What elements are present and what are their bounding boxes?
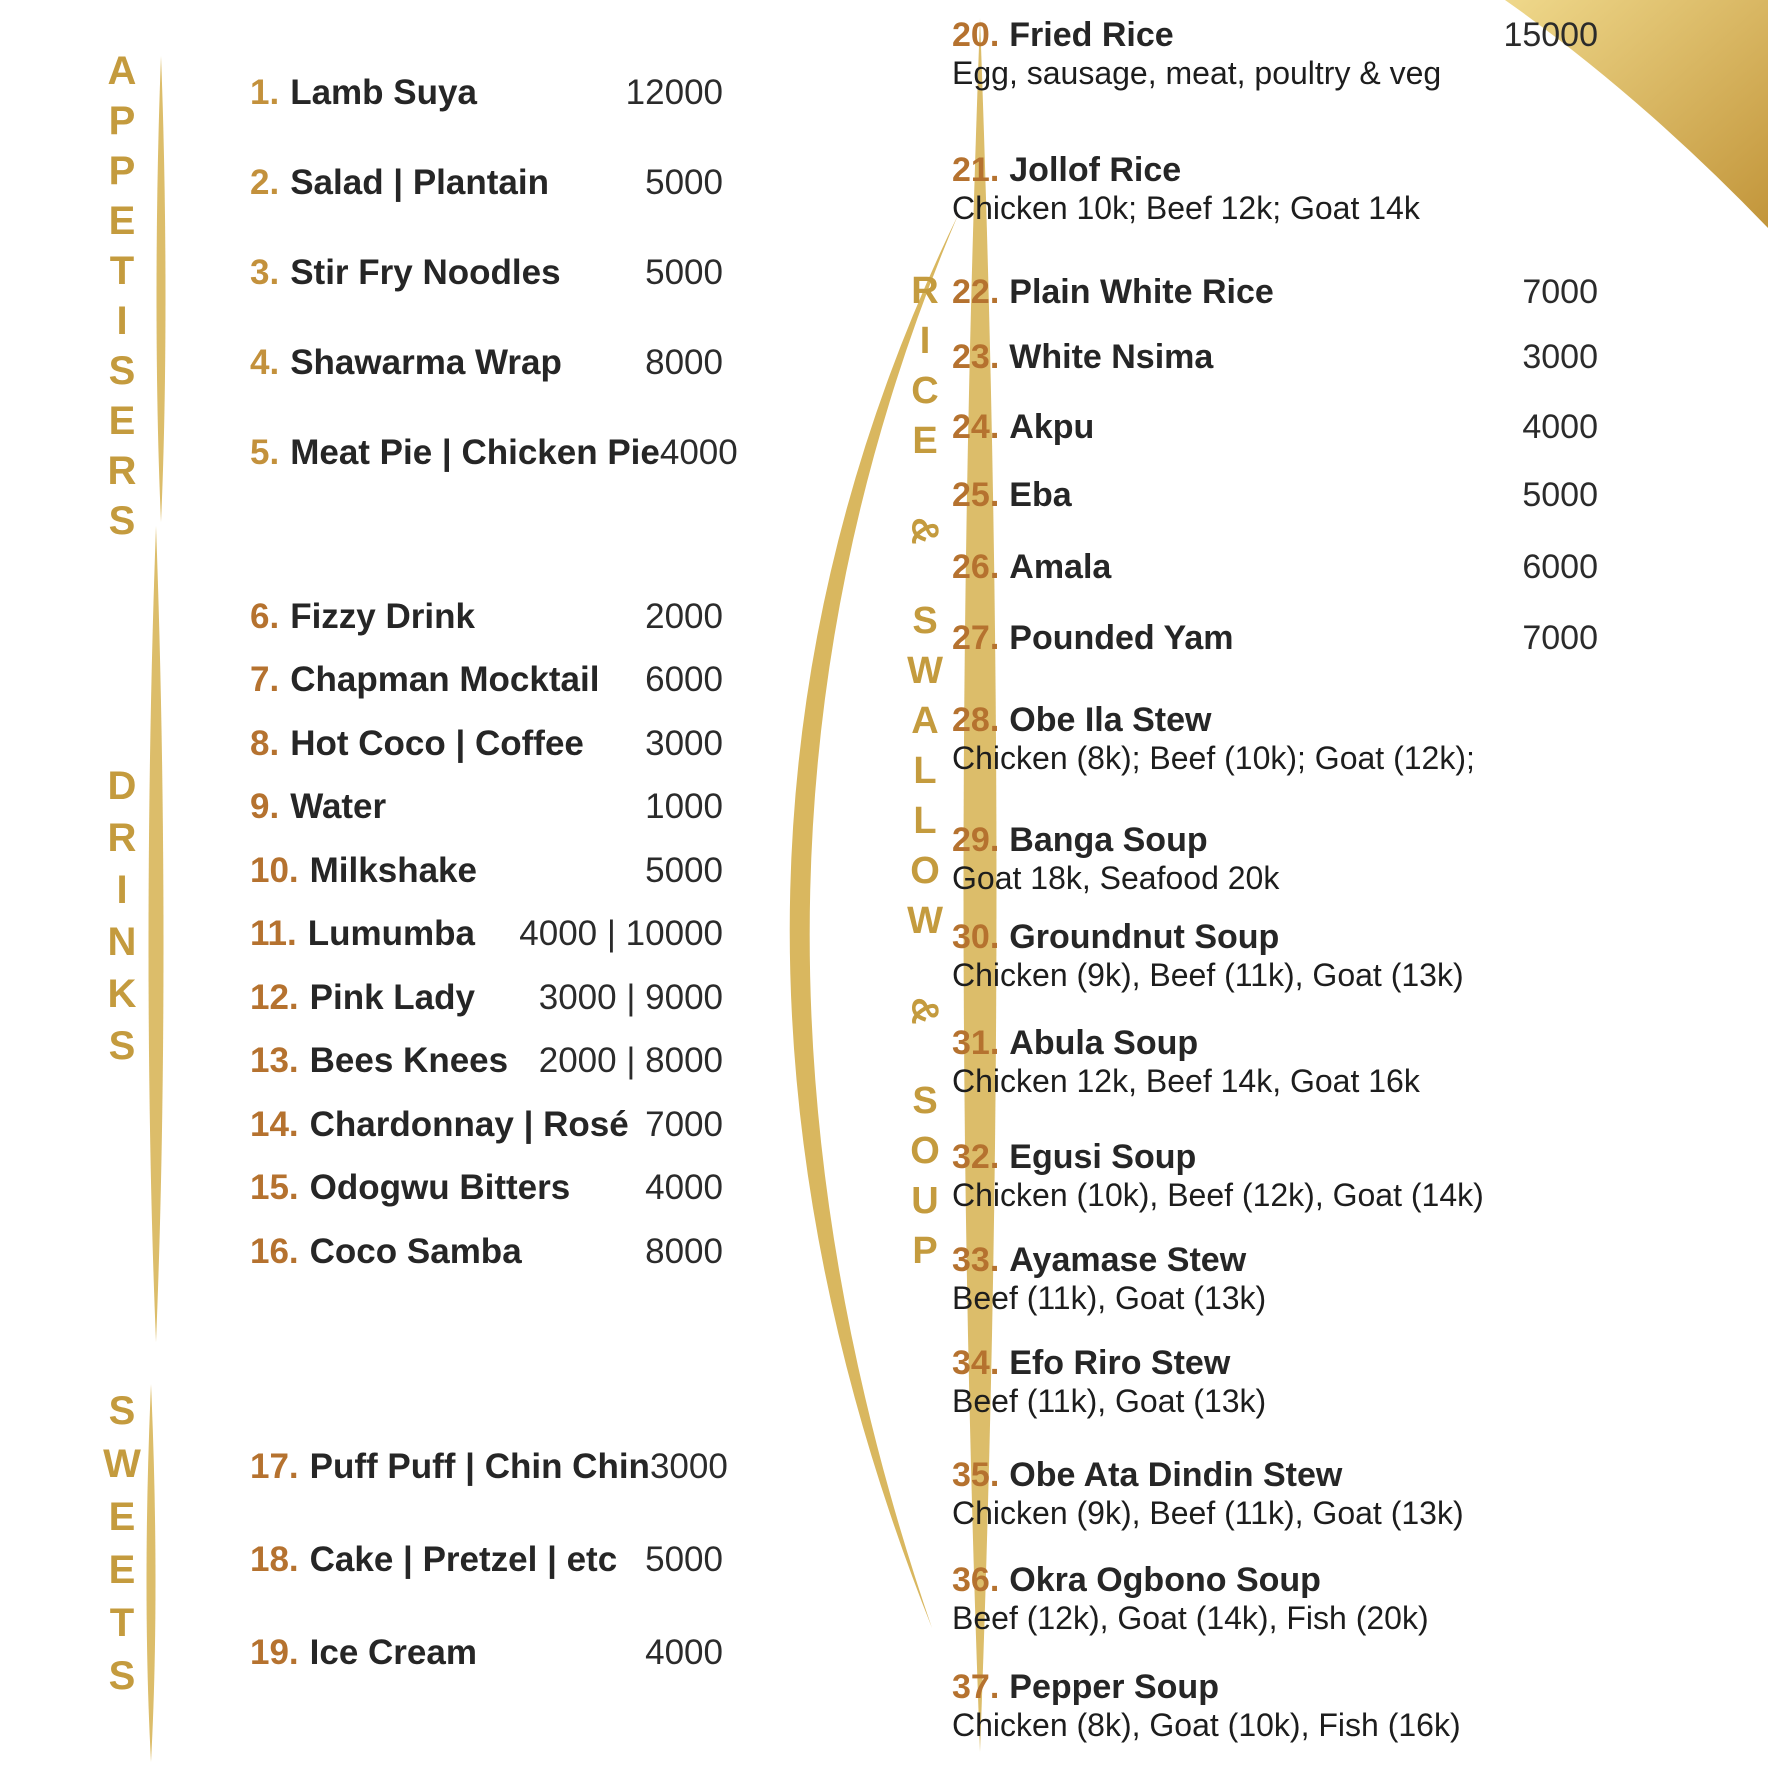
- menu-item: [952, 618, 1598, 658]
- item-price: 6000: [1522, 548, 1598, 586]
- item-name: Plain White Rice: [1009, 273, 1274, 311]
- item-number: 25.: [952, 476, 1000, 514]
- item-name: White Nsima: [1009, 338, 1214, 376]
- item-price: 5000: [1522, 476, 1598, 514]
- item-name: Pink Lady: [309, 977, 475, 1017]
- item-price: 2000 | 8000: [538, 1041, 723, 1081]
- item-price: 3000 | 9000: [538, 977, 723, 1017]
- item-title-row: [952, 1240, 1598, 1280]
- item-description: Egg, sausage, meat, poultry & veg: [952, 55, 1442, 91]
- item-title-row: [952, 917, 1598, 957]
- item-price: 4000: [645, 1632, 723, 1672]
- item-number: 15.: [250, 1168, 299, 1208]
- menu-item: [952, 1343, 1598, 1420]
- item-name: Pounded Yam: [1009, 619, 1234, 657]
- item-name: Abula Soup: [1009, 1024, 1199, 1062]
- item-name: Cake | Pretzel | etc: [309, 1539, 618, 1579]
- item-price: 5000: [645, 850, 723, 890]
- menu-item: [250, 1157, 723, 1221]
- item-number: 7.: [250, 660, 280, 700]
- menu-item: [250, 48, 723, 138]
- item-name: Meat Pie | Chicken Pie: [290, 433, 660, 472]
- drinks-item-list: [250, 585, 723, 1284]
- item-description: Beef (11k), Goat (13k): [952, 1280, 1267, 1316]
- menu-item: [952, 547, 1598, 587]
- item-name: Odogwu Bitters: [309, 1168, 571, 1208]
- item-name: Pepper Soup: [1009, 1668, 1219, 1706]
- menu-item: [250, 712, 723, 776]
- item-title-row: [952, 1023, 1598, 1063]
- menu-item: [250, 903, 723, 967]
- item-name: Banga Soup: [1009, 821, 1208, 859]
- item-title-row: [952, 820, 1598, 860]
- item-name: Obe Ila Stew: [1009, 701, 1212, 739]
- item-price: 2000: [645, 596, 723, 636]
- item-number: 2.: [250, 163, 280, 202]
- item-title-row: [952, 15, 1598, 55]
- menu-item: [952, 337, 1598, 377]
- menu-item: [250, 228, 723, 318]
- item-price: 5000: [645, 163, 723, 202]
- item-name: Water: [290, 787, 387, 827]
- menu-item: [952, 917, 1598, 994]
- menu-item: [952, 1240, 1598, 1317]
- sweets-divider-line: [147, 1384, 156, 1762]
- item-number: 9.: [250, 787, 280, 827]
- item-description: Goat 18k, Seafood 20k: [952, 860, 1280, 896]
- item-number: 14.: [250, 1104, 299, 1144]
- item-number: 18.: [250, 1539, 299, 1579]
- menu-item: [952, 820, 1598, 897]
- item-name: Shawarma Wrap: [290, 343, 562, 382]
- item-price: 7000: [645, 1104, 723, 1144]
- item-number: 20.: [952, 16, 1000, 54]
- item-title-row: [952, 618, 1598, 658]
- menu-item: [952, 1560, 1598, 1637]
- item-title-row: [952, 1137, 1598, 1177]
- item-number: 31.: [952, 1024, 1000, 1062]
- item-name: Chardonnay | Rosé: [309, 1104, 629, 1144]
- item-number: 26.: [952, 548, 1000, 586]
- item-number: 23.: [952, 338, 1000, 376]
- item-description: Beef (12k), Goat (14k), Fish (20k): [952, 1600, 1429, 1636]
- item-number: 24.: [952, 408, 1000, 446]
- menu-item: [250, 1513, 723, 1606]
- menu-item: [250, 138, 723, 228]
- item-number: 12.: [250, 977, 299, 1017]
- menu-item: [952, 1137, 1598, 1214]
- item-name: Efo Riro Stew: [1009, 1344, 1231, 1382]
- item-price: 5000: [645, 1539, 723, 1579]
- item-name: Ice Cream: [309, 1632, 477, 1672]
- rice-swallow-soup-item-list: [952, 0, 1598, 1768]
- item-price: 5000: [645, 253, 723, 292]
- item-number: 6.: [250, 596, 280, 636]
- item-name: Okra Ogbono Soup: [1009, 1561, 1321, 1599]
- item-description: Chicken (9k), Beef (11k), Goat (13k): [952, 957, 1464, 993]
- drinks-divider-line: [149, 526, 164, 1342]
- item-price: 3000: [649, 1446, 728, 1486]
- item-name: Jollof Rice: [1009, 151, 1182, 189]
- item-description: Chicken 10k; Beef 12k; Goat 14k: [952, 190, 1420, 226]
- item-price: 3000: [1522, 338, 1598, 376]
- item-number: 29.: [952, 821, 1000, 859]
- item-price: 4000: [659, 433, 738, 472]
- item-name: Lumumba: [307, 914, 475, 954]
- item-title-row: [952, 407, 1598, 447]
- menu-item: [952, 700, 1598, 777]
- menu-item: [250, 1606, 723, 1699]
- item-price: 1000: [645, 787, 723, 827]
- item-name: Ayamase Stew: [1009, 1241, 1247, 1279]
- item-number: 32.: [952, 1138, 1000, 1176]
- item-name: Fried Rice: [1009, 16, 1174, 54]
- item-title-row: [952, 1455, 1598, 1495]
- item-title-row: [952, 1343, 1598, 1383]
- item-price: 4000 | 10000: [519, 914, 723, 954]
- item-description: Chicken (8k); Beef (10k); Goat (12k);: [952, 740, 1475, 776]
- menu-item: [250, 1093, 723, 1157]
- menu-item: [250, 318, 723, 408]
- item-number: 21.: [952, 151, 1000, 189]
- item-price: 15000: [1503, 16, 1598, 54]
- item-number: 5.: [250, 433, 280, 472]
- item-number: 37.: [952, 1668, 1000, 1706]
- item-price: 8000: [645, 343, 723, 382]
- section-label-sweets: S W E E T S: [103, 1389, 141, 1698]
- appetisers-divider-line: [157, 56, 166, 522]
- menu-item: [250, 585, 723, 649]
- item-name: Eba: [1009, 476, 1072, 514]
- menu-item: [952, 272, 1598, 312]
- item-number: 28.: [952, 701, 1000, 739]
- sweets-item-list: [250, 1420, 728, 1699]
- menu-item: [250, 1220, 723, 1284]
- item-description: Chicken (8k), Goat (10k), Fish (16k): [952, 1707, 1461, 1743]
- item-number: 27.: [952, 619, 1000, 657]
- item-title-row: [952, 150, 1598, 190]
- item-price: 4000: [645, 1168, 723, 1208]
- item-name: Bees Knees: [309, 1041, 509, 1081]
- appetisers-item-list: [250, 48, 738, 498]
- menu-item: [250, 649, 723, 713]
- item-name: Fizzy Drink: [290, 596, 475, 636]
- item-number: 30.: [952, 918, 1000, 956]
- item-description: Chicken (9k), Beef (11k), Goat (13k): [952, 1495, 1464, 1531]
- item-price: 6000: [645, 660, 723, 700]
- item-number: 19.: [250, 1632, 299, 1672]
- item-number: 34.: [952, 1344, 1000, 1382]
- item-name: Coco Samba: [309, 1231, 522, 1271]
- menu-item: [952, 407, 1598, 447]
- item-title-row: [952, 272, 1598, 312]
- item-name: Stir Fry Noodles: [290, 253, 561, 292]
- menu-item: [952, 150, 1598, 227]
- item-price: 7000: [1522, 273, 1598, 311]
- item-title-row: [952, 337, 1598, 377]
- item-name: Lamb Suya: [290, 73, 477, 112]
- menu-item: [952, 475, 1598, 515]
- item-number: 3.: [250, 253, 280, 292]
- menu-item: [250, 1420, 728, 1513]
- section-label-appetisers: A P P E T I S E R S: [107, 49, 137, 543]
- item-price: 7000: [1522, 619, 1598, 657]
- item-name: Chapman Mocktail: [290, 660, 600, 700]
- item-number: 36.: [952, 1561, 1000, 1599]
- item-price: 4000: [1522, 408, 1598, 446]
- item-number: 35.: [952, 1456, 1000, 1494]
- item-name: Milkshake: [309, 850, 477, 890]
- section-label-drinks: D R I N K S: [107, 764, 137, 1068]
- item-title-row: [952, 475, 1598, 515]
- item-price: 8000: [645, 1231, 723, 1271]
- item-name: Obe Ata Dindin Stew: [1009, 1456, 1343, 1494]
- item-number: 10.: [250, 850, 299, 890]
- item-price: 3000: [645, 723, 723, 763]
- item-number: 22.: [952, 273, 1000, 311]
- menu-item: [250, 839, 723, 903]
- item-name: Puff Puff | Chin Chin: [309, 1446, 650, 1486]
- menu-item: [250, 1030, 723, 1094]
- item-number: 4.: [250, 343, 280, 382]
- menu-item: [952, 15, 1598, 92]
- item-name: Akpu: [1009, 408, 1095, 446]
- item-number: 17.: [250, 1446, 299, 1486]
- menu-item: [250, 776, 723, 840]
- item-name: Groundnut Soup: [1009, 918, 1280, 956]
- item-number: 16.: [250, 1231, 299, 1271]
- item-number: 33.: [952, 1241, 1000, 1279]
- menu-item: [952, 1667, 1598, 1744]
- item-number: 1.: [250, 73, 280, 112]
- menu-item: [250, 966, 723, 1030]
- item-title-row: [952, 547, 1598, 587]
- item-description: Chicken (10k), Beef (12k), Goat (14k): [952, 1177, 1484, 1213]
- item-number: 13.: [250, 1041, 299, 1081]
- item-name: Amala: [1009, 548, 1112, 586]
- item-description: Beef (11k), Goat (13k): [952, 1383, 1267, 1419]
- item-name: Egusi Soup: [1009, 1138, 1197, 1176]
- item-title-row: [952, 1667, 1598, 1707]
- menu-item: [952, 1023, 1598, 1100]
- menu-item: [250, 408, 738, 498]
- menu-item: [952, 1455, 1598, 1532]
- item-title-row: [952, 700, 1598, 740]
- item-name: Salad | Plantain: [290, 163, 549, 202]
- item-number: 11.: [250, 914, 297, 954]
- section-label-rice-swallow-soup: R I C E & S W A L L O W & S O U P: [903, 270, 946, 1272]
- item-number: 8.: [250, 723, 280, 763]
- item-price: 12000: [625, 73, 723, 112]
- item-name: Hot Coco | Coffee: [290, 723, 584, 763]
- item-description: Chicken 12k, Beef 14k, Goat 16k: [952, 1063, 1420, 1099]
- item-title-row: [952, 1560, 1598, 1600]
